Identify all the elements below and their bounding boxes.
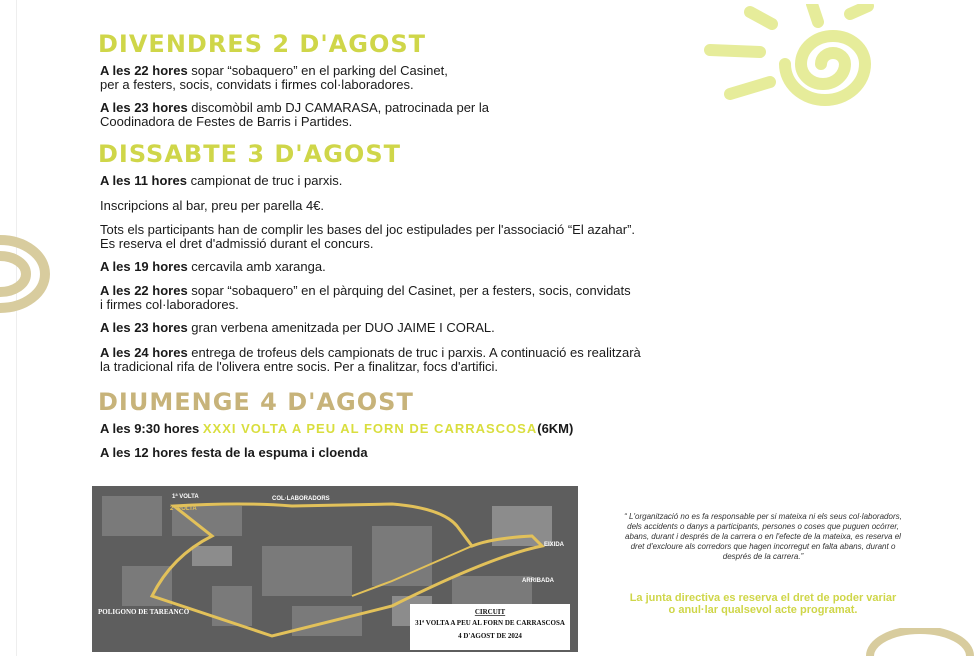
heading-friday: DIVENDRES 2 D'AGOST: [98, 30, 426, 58]
map-circuit-title: 31ª VOLTA A PEU AL FORN DE CARRASCOSA: [415, 619, 565, 627]
sunday-race-line: A les 9:30 hores XXXI VOLTA A PEU AL FORN DE CARRASCOSA(6KM): [100, 421, 574, 436]
disclaimer: “ L'organització no es fa responsable per si mateixa ni els seus col·laboradors, dels accidents o danys a participants, persones o coses que puguen ocórrer, abans, durant i després de la carrera o en l'efecte de la mateixa, es reserva el dret d'excloure als corredors que hagen incorregut en falta abans, durant o després de la carrera.”: [624, 512, 902, 561]
sunday-closing: A les 12 hores festa de la espuma i cloenda: [100, 445, 368, 460]
sun-corner-icon: [860, 628, 980, 656]
spiral-icon: [0, 234, 56, 314]
saturday-item-6: A les 23 hores gran verbena amenitzada per DUO JAIME I CORAL.: [100, 320, 495, 335]
saturday-item-5: A les 22 hores sopar “sobaquero” en el pàrquing del Casinet, per a festers, socis, convidats i firmes col·laboradores.: [100, 283, 631, 312]
saturday-item-4: A les 19 hores cercavila amb xaranga.: [100, 259, 326, 274]
heading-saturday: DISSABTE 3 D'AGOST: [98, 140, 401, 168]
heading-sunday: DIUMENGE 4 D'AGOST: [98, 388, 414, 416]
map-circuit-date: 4 D'AGOST DE 2024: [458, 632, 522, 640]
map-arrival: ARRIBADA: [522, 578, 554, 584]
map-lap2: 2ª VOLTA: [170, 506, 197, 512]
friday-item-1: A les 22 hores sopar “sobaquero” en el parking del Casinet, per a festers, socis, convidats i firmes col·laboradores.: [100, 63, 448, 92]
saturday-item-1: A les 11 hores campionat de truc i parxis.: [100, 173, 343, 188]
saturday-item-7: A les 24 hores entrega de trofeus dels campionats de truc i parxis. A continuació es realitzarà la tradicional rifa de l'olivera entre socis. Per a finalitzar, focs d'artifici.: [100, 345, 641, 374]
map-lap1: 1ª VOLTA: [172, 494, 199, 500]
saturday-item-2: Inscripcions al bar, preu per parella 4€.: [100, 198, 325, 213]
page-edge: [0, 0, 17, 656]
race-name: XXXI VOLTA A PEU AL FORN DE CARRASCOSA: [202, 421, 538, 436]
map-exit: EIXIDA: [544, 542, 565, 548]
map-collaborators: COL·LABORADORS: [272, 496, 330, 502]
race-circuit-map: [92, 486, 578, 652]
sun-spiral-icon: [700, 4, 910, 114]
map-circuit: CIRCUIT: [474, 608, 506, 616]
friday-item-2: A les 23 hores discomòbil amb DJ CAMARASA, patrocinada per la Coodinadora de Festes de Barris i Partides.: [100, 100, 489, 129]
reserve-note: La junta directiva es reserva el dret de poder variar o anul·lar qualsevol acte programat.: [629, 592, 897, 616]
map-polygon: POLIGONO DE TAREANCO: [98, 608, 190, 616]
saturday-item-3: Tots els participants han de complir les bases del joc estipulades per l'associació “El azahar”. Es reserva el dret d'admissió durant el concurs.: [100, 222, 636, 251]
